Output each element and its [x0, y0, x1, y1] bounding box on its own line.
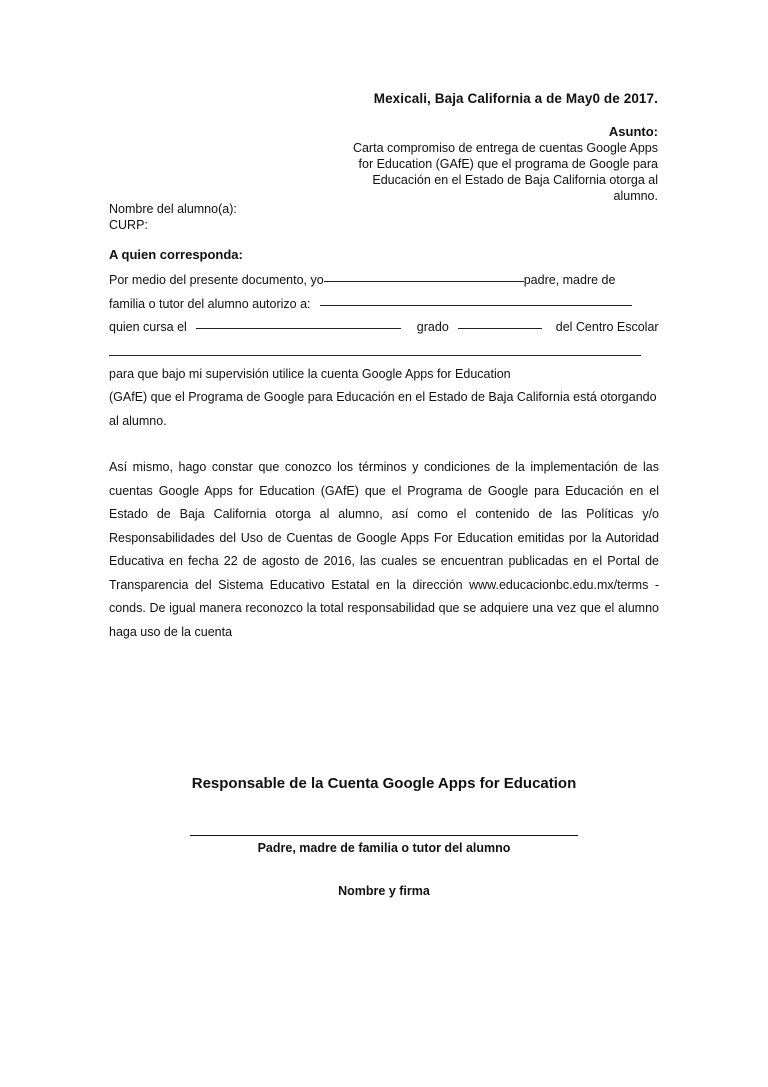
paragraph-line: conds. De igual manera reconozco la total responsabilidad que se adquiere una vez que el alumno — [109, 601, 659, 615]
form-line-5: para que bajo mi supervisión utilice la cuenta Google Apps for Education — [109, 367, 511, 381]
form-line-2-prefix: familia o tutor del alumno autorizo a: — [109, 297, 311, 311]
form-line-6: (GAfE) que el Programa de Google para Educación en el Estado de Baja California está otorgando — [109, 390, 657, 404]
grade-blank[interactable] — [458, 328, 542, 329]
paragraph-line: Transparencia del Sistema Educativo Estatal en la dirección www.educacionbc.edu.mx/terms - — [109, 577, 659, 592]
subject-line: alumno. — [613, 189, 658, 203]
form-line-7: al alumno. — [109, 414, 167, 428]
student-name-label: Nombre del alumno(a): — [109, 202, 237, 216]
paragraph-line: haga uso de la cuenta — [109, 624, 233, 639]
form-line-3-suffix: del Centro Escolar — [555, 320, 659, 334]
signature-title: Responsable de la Cuenta Google Apps for Education — [191, 775, 577, 792]
course-blank[interactable] — [196, 328, 401, 329]
signature-line[interactable] — [190, 835, 578, 836]
form-line-3-prefix: quien cursa el — [109, 320, 187, 334]
paragraph-line: Estado de Baja California otorga al alumno, así como el contenido de las Políticas y/o — [109, 507, 659, 521]
form-line-1-prefix: Por medio del presente documento, yo — [109, 273, 324, 287]
subject-block — [338, 124, 658, 204]
student-authorized-blank[interactable] — [320, 305, 632, 306]
form-line-2 — [109, 296, 632, 312]
paragraph-line: Así mismo, hago constar que conozco los términos y condiciones de la implementación de las — [109, 460, 659, 474]
school-name-blank[interactable] — [109, 343, 641, 356]
paragraph-terms — [109, 456, 659, 644]
place-date: Mexicali, Baja California a de May0 de 2017. — [373, 91, 658, 106]
form-line-3-middle: grado — [416, 320, 449, 334]
subject-line: Carta compromiso de entrega de cuentas Google Apps — [352, 141, 658, 155]
subject-title: Asunto: — [608, 124, 658, 139]
curp-label: CURP: — [109, 218, 148, 232]
signature-caption: Padre, madre de familia o tutor del alumno — [257, 841, 511, 855]
form-line-3 — [109, 319, 659, 335]
paragraph-line: Responsabilidades del Uso de Cuentas de Google Apps For Education emitidas por la Autoridad — [109, 530, 659, 545]
paragraph-line: Educativa en fecha 22 de agosto de 2016, las cuales se encuentran publicadas en el Portal de — [109, 554, 659, 568]
paragraph-line: cuentas Google Apps for Education (GAfE) que el Programa de Google para Educación en el — [109, 483, 659, 498]
salutation: A quien corresponda: — [109, 247, 243, 262]
form-line-1 — [109, 272, 615, 288]
guardian-name-blank[interactable] — [324, 281, 524, 282]
form-line-1-suffix: padre, madre de — [523, 273, 616, 287]
subject-line: for Education (GAfE) que el programa de Google para — [358, 157, 658, 171]
subject-line: Educación en el Estado de Baja California otorga al — [372, 173, 658, 187]
name-and-signature-label: Nombre y firma — [338, 884, 430, 898]
